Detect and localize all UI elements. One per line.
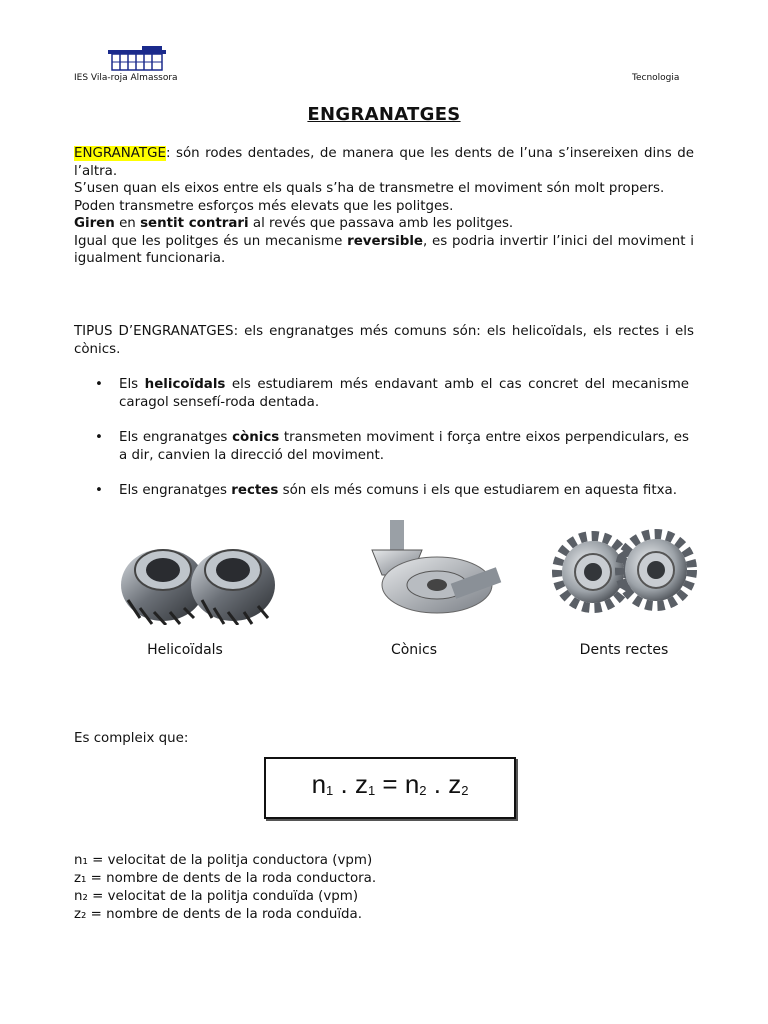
- bullet-dot: •: [95, 430, 103, 445]
- school-logo: [108, 46, 166, 72]
- text-igual: Igual que les politges és un mecanisme: [74, 233, 348, 249]
- bullet-text: transmeten moviment i força entre eixos perpendiculars, es a dir, canvien la direcció del moviment.: [119, 430, 689, 463]
- text-en: en: [114, 216, 141, 231]
- text-invertir: , es podria invertir l’inici del moviment i igualment funcionaria.: [74, 233, 694, 266]
- term-highlight: ENGRANATGE: [74, 146, 166, 161]
- bold-reversible: reversible: [347, 233, 424, 249]
- subject-name: Tecnologia: [632, 73, 680, 83]
- bold-giren: Giren: [74, 216, 115, 231]
- intro-line-reversible: [74, 233, 694, 268]
- types-label: TIPUS D’ENGRANATGES: [74, 324, 234, 339]
- types-paragraph: [74, 323, 694, 358]
- gear-ratio-formula: $n_1$ . $z_1 = n_2$ . $z_2$: [311, 769, 469, 799]
- intro-definition: [74, 145, 694, 180]
- bevel-gears-image: [352, 520, 502, 620]
- caption-helical: Helicoïdals: [147, 642, 223, 658]
- bullet-dot: •: [95, 377, 103, 392]
- bullet-text: els estudiarem més endavant amb el cas concret del mecanisme caragol sensefí-roda dentada.: [119, 377, 689, 410]
- caption-bevel: Cònics: [390, 642, 438, 658]
- helical-gears-image: [118, 530, 278, 625]
- formula-box: [264, 757, 516, 819]
- intro-paragraph: [74, 145, 694, 268]
- text-reves: al revés que passava amb les politges.: [248, 216, 514, 231]
- intro-line-direction: [74, 215, 694, 233]
- spur-gears-image: [548, 522, 698, 618]
- definition-z1: z₁ = nombre de dents de la roda conductora.: [74, 871, 377, 886]
- page-title: ENGRANATGES: [307, 104, 461, 125]
- bullet-dot: •: [95, 483, 103, 498]
- formula-intro: Es compleix que:: [74, 731, 189, 746]
- definition-z2: z₂ = nombre de dents de la roda conduïda.: [74, 907, 363, 922]
- bullet-text: Els: [119, 377, 145, 392]
- bullet-bold: rectes: [231, 483, 279, 498]
- definition-text: : són rodes dentades, de manera que les dents de l’una s’insereixen dins de l’altra.: [74, 146, 694, 179]
- intro-line-usage: S’usen quan els eixos entre els quals s’ha de transmetre el moviment són molt propers.: [74, 181, 665, 196]
- caption-spur: Dents rectes: [579, 642, 669, 658]
- types-text: : els engranatges més comuns són: els helicoïdals, els rectes i els cònics.: [74, 324, 694, 357]
- bullet-bold: cònics: [232, 430, 280, 445]
- bullet-text: Els engranatges: [119, 430, 233, 445]
- definition-n1: n₁ = velocitat de la politja conductora (vpm): [74, 853, 373, 868]
- school-name: IES Vila-roja Almassora: [74, 73, 178, 83]
- variable-definitions: [74, 852, 376, 924]
- bullet-text: Els engranatges: [119, 483, 232, 498]
- bold-sentit: sentit contrari: [140, 216, 249, 231]
- bullet-bold: helicoïdals: [144, 377, 226, 392]
- definition-n2: n₂ = velocitat de la politja conduïda (vpm): [74, 889, 359, 904]
- bullet-text: són els més comuns i els que estudiarem en aquesta fitxa.: [278, 483, 677, 498]
- intro-line-force: Poden transmetre esforços més elevats que les politges.: [74, 198, 454, 214]
